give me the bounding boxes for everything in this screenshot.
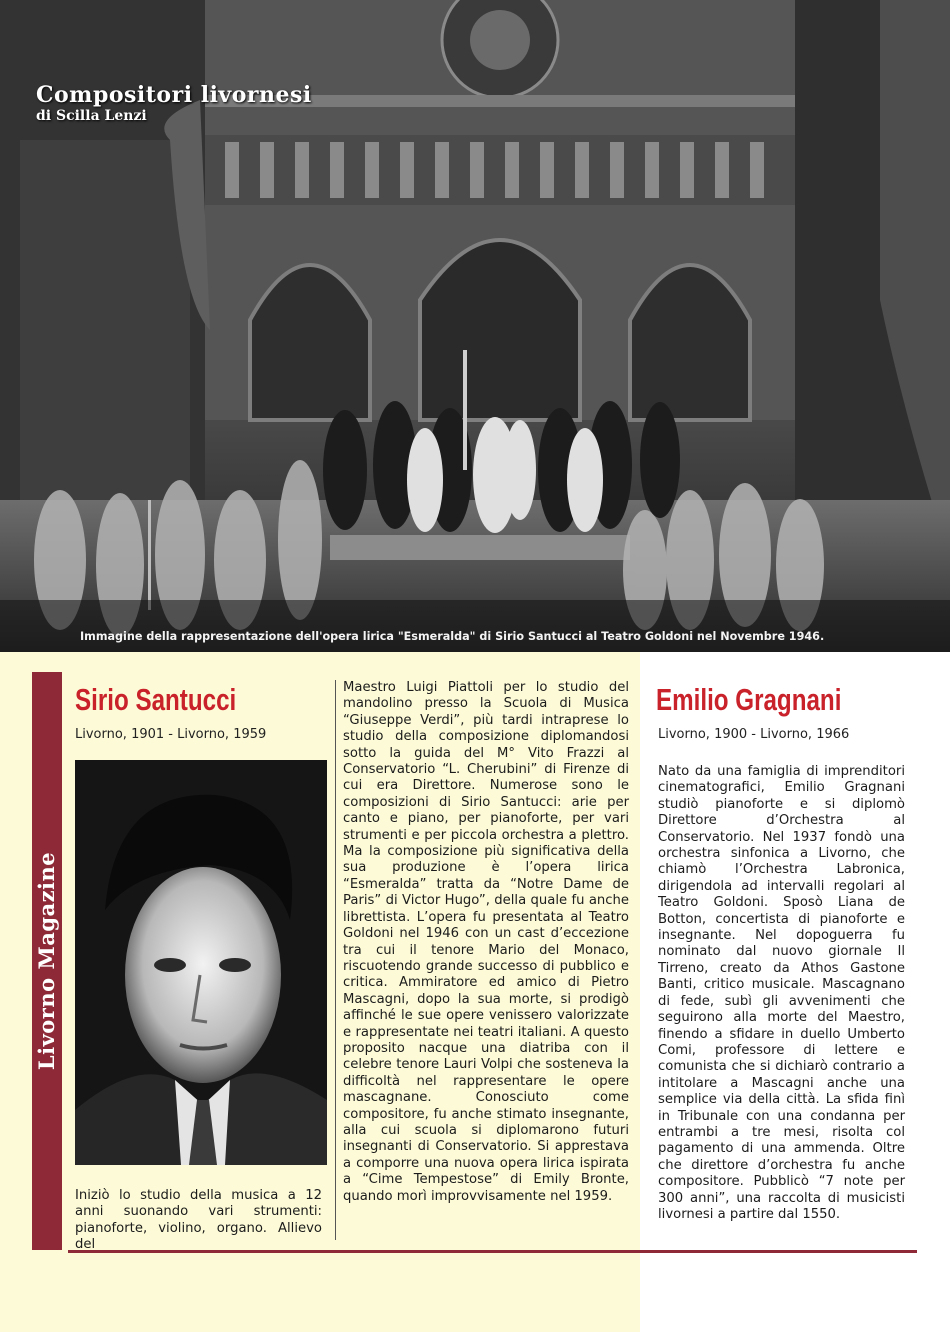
sirio-santucci-text-continued: Maestro Luigi Piattoli per lo studio del mandolino presso la Scuola di Musica “Giuseppe Verdi”, più tardi intraprese lo studio della composizione diplomandosi sotto la guida del M° Vito Frazzi al Conservatorio “L. Cherubini” di Firenze di cui era Direttore. Numerose sono le composizioni di Sirio Santucci: arie per canto e piano, per pianoforte, per vari strumenti e per piccola orchestra a plettro. Ma la composizione più significativa della sua produzione è l’opera lirica “Esmeralda” tratta da “Notre Dame de Paris” di Victor Hugo”, della quale fu anche librettista. L’opera fu presentata al Teatro Goldoni nel 1946 con un cast d’eccezione tra cui il tenore Mario del Monaco, riscuotendo grande successo di pubblico e critica. Ammiratore ed amico di Pietro Mascagni, dopo la sua morte, si prodigò affinché le sue opere venissero valorizzate e rappresentate nei teatri italiani. A questo proposito nacque una diatriba con il celebre tenore Lauri Volpi che sosteneva la difficoltà nel rappresentare le opere mascagnane. Conosciuto come compositore, fu anche stimato insegnante, alla cui scuola si diplomarono futuri insegnanti di Conservatorio. Si apprestava a comporre una nuova opera lirica ispirata a “Cime Tempestose” di Emily Bronte, quando morì improvvisamente nel 1959. (343, 680, 629, 1204)
column-divider (335, 680, 336, 1240)
series-author: di Scilla Lenzi (36, 108, 147, 124)
dates-sirio-santucci: Livorno, 1901 - Livorno, 1959 (75, 727, 267, 742)
magazine-label: Livorno Magazine (34, 851, 59, 1071)
portrait-image (75, 760, 327, 1165)
emilio-gragnani-text: Nato da una famiglia di imprenditori cinematografici, Emilio Gragnani studiò pianoforte e si diplomò Direttore d’Orchestra al Conservatorio. Nel 1937 fondò una orchestra sinfonica a Livorno, che chiamò l’Orchestra Labronica, dirigendola ad intervalli regolari al Teatro Goldoni. Sposò Liana de Botton, concertista di pianoforte e insegnante. Nel dopoguerra fu nominato dal nuovo giornale Il Tirreno, creato da Athos Gastone Banti, critico musicale. Mascagnano di fede, subì gli avvenimenti che seguirono alla morte del Maestro, finendo a sfidare in duello Umberto Comi, professore di lettere e comunista che si dichiarò contrario a intitolare a Mascagni anche una semplice via della città. La sfida finì in Tribunale con una condanna per entrambi a tre mesi, risolta col pagamento di una ammenda. Oltre che direttore d’orchestra fu anche compositore. Pubblicò “7 note per 300 anni”, una raccolta di musicisti livornesi a partire dal 1550. (658, 764, 905, 1222)
portrait-photo (75, 760, 327, 1165)
series-title: Compositori livornesi (36, 82, 312, 108)
dates-emilio-gragnani: Livorno, 1900 - Livorno, 1966 (658, 727, 850, 742)
heading-sirio-santucci: Sirio Santucci (75, 682, 237, 717)
heading-emilio-gragnani: Emilio Gragnani (656, 682, 842, 717)
sirio-santucci-text-intro: Iniziò lo studio della musica a 12 anni suonando vari strumenti: pianoforte, violino, organo. Allievo del (75, 1188, 322, 1253)
opera-photo (0, 0, 950, 652)
photo-caption: Immagine della rappresentazione dell'opera lirica "Esmeralda" di Sirio Santucci al Teatro Goldoni nel Novembre 1946. (80, 630, 825, 643)
